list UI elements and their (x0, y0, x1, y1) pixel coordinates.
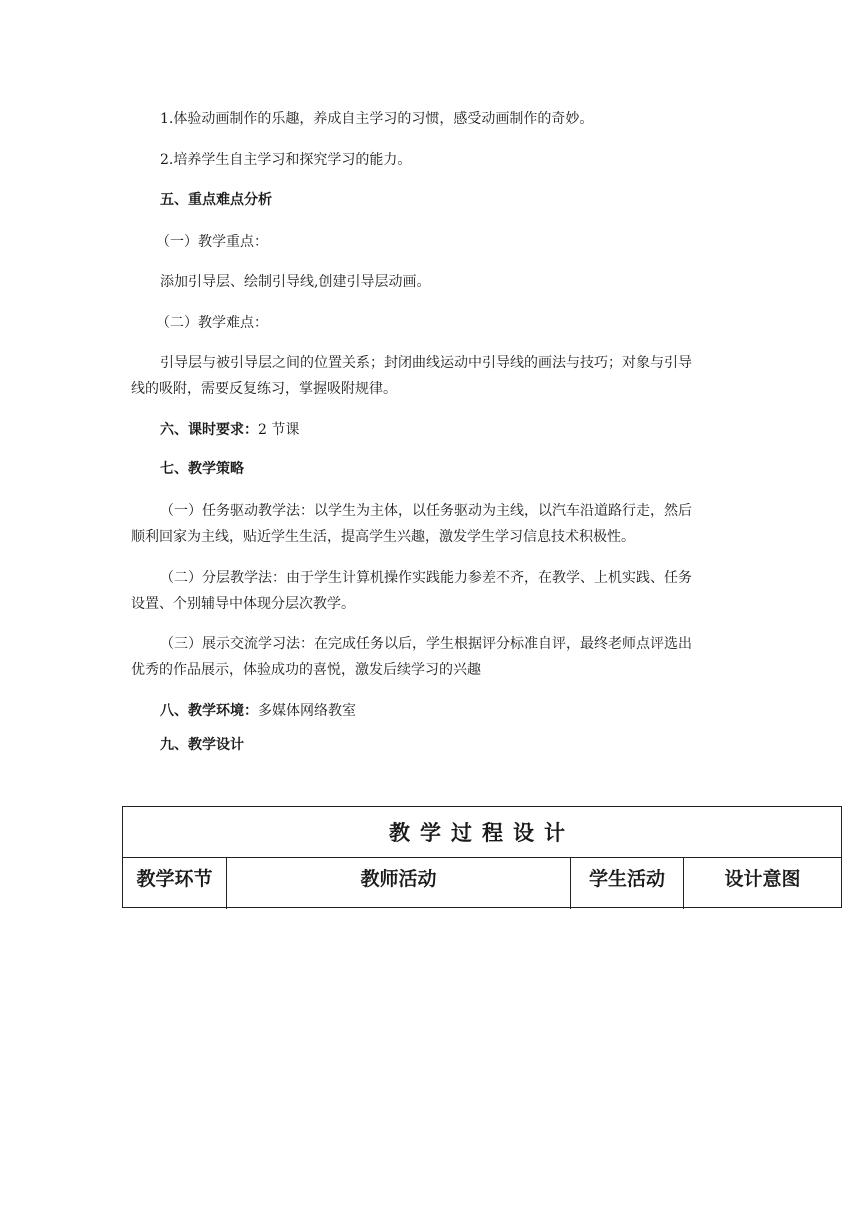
teaching-process-table (122, 806, 842, 908)
strategy-2-line-1: （二）分层教学法：由于学生计算机操作实践能力参差不齐，在教学、上机实践、任务 (160, 570, 692, 586)
section-6-label: 六、课时要求： (160, 422, 258, 438)
table-title: 教学过程设计 (123, 807, 841, 858)
section-7-heading: 七、教学策略 (160, 461, 244, 477)
header-teaching-stage: 教学环节 (136, 868, 213, 890)
goal-2: 2.培养学生自主学习和探究学习的能力。 (160, 152, 412, 168)
section-6 (160, 421, 299, 439)
header-design-intent: 设计意图 (724, 868, 801, 890)
strategy-1-line-2: 顺利回家为主线，贴近学生生活，提高学生兴趣，激发学生学习信息技术积极性。 (131, 529, 635, 545)
header-student-activity: 学生活动 (588, 868, 665, 890)
section-8 (160, 702, 356, 720)
strategy-3-line-1: （三）展示交流学习法：在完成任务以后，学生根据评分标准自评，最终老师点评选出 (160, 636, 692, 652)
section-8-label: 八、教学环境： (160, 703, 258, 719)
key-point-label: （一）教学重点： (156, 234, 268, 250)
section-6-value: 2 节课 (258, 422, 300, 438)
section-9-heading: 九、教学设计 (160, 737, 244, 753)
strategy-3-line-2: 优秀的作品展示，体验成功的喜悦，激发后续学习的兴趣 (131, 662, 481, 678)
section-5-heading: 五、重点难点分析 (160, 192, 272, 208)
header-teacher-activity: 教师活动 (360, 868, 437, 890)
key-point-text: 添加引导层、绘制引导线,创建引导层动画。 (160, 274, 431, 290)
strategy-1-line-1: （一）任务驱动教学法：以学生为主体，以任务驱动为主线，以汽车沿道路行走，然后 (160, 503, 692, 519)
difficulty-text-line-1: 引导层与被引导层之间的位置关系；封闭曲线运动中引导线的画法与技巧；对象与引导 (160, 355, 692, 371)
strategy-2-line-2: 设置、个别辅导中体现分层次教学。 (131, 596, 355, 612)
goal-1: 1.体验动画制作的乐趣，养成自主学习的习惯，感受动画制作的奇妙。 (160, 111, 594, 127)
difficulty-text-line-2: 线的吸附，需要反复练习，掌握吸附规律。 (131, 381, 397, 397)
section-8-value: 多媒体网络教室 (258, 703, 356, 719)
difficulty-label: （二）教学难点： (156, 315, 268, 331)
